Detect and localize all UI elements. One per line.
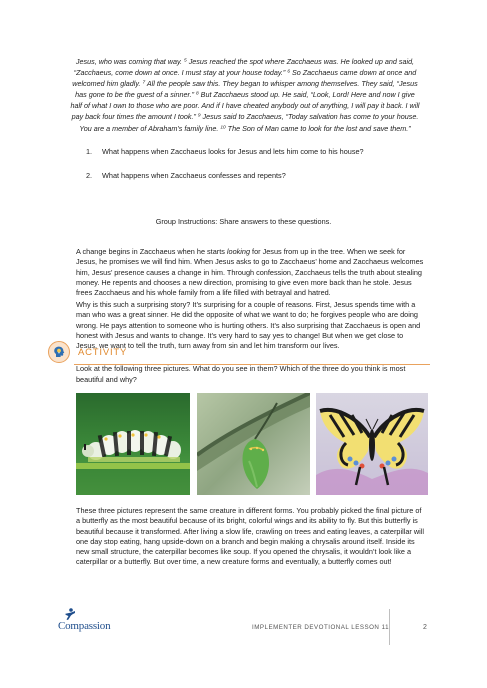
surprising-story-paragraph: Why is this such a surprising story? It’s surprising for a couple of reasons. First, Jesus spends time with a man who was a great sinner. He did the opposite of what we want to do; he forgives people who are doing wrong. He pays attention to someone who is hurting others. It’s also surprising that Zacchaeus is open and honest with Jesus and wants to change. It’s very hard to say yes to change! But when we get close to Jesus, we want to tell the truth, turn away from sin and let him transform our lives. (76, 300, 421, 351)
lesson-label: IMPLEMENTER DEVOTIONAL LESSON 11 (252, 624, 390, 631)
question-number: 2. (86, 171, 93, 180)
verse-number: 8 (195, 91, 199, 97)
butterfly-image (316, 393, 428, 495)
group-instructions: Group Instructions: Share answers to these questions. (155, 217, 332, 226)
scripture-text: The Son of Man came to look for the lost and save them.” (225, 123, 411, 133)
lightbulb-head-icon (48, 341, 70, 363)
logo-text: Compassion (58, 620, 111, 632)
caterpillar-image (76, 393, 190, 495)
scripture-text: Jesus said to Zacchaeus, “Today salvation has come to your house. You are a member of Abraham’s family line. (79, 112, 419, 133)
page-number: 2 (423, 624, 427, 631)
activity-title: ACTIVITY (78, 347, 128, 358)
scripture-passage (70, 56, 420, 134)
verse-number: 5 (184, 58, 187, 64)
verse-number: 10 (220, 125, 226, 131)
change-paragraph (76, 247, 426, 298)
paragraph-text: for Jesus from up in the tree. When we seek for Jesus, he promises we will find him. When Jesus asks to go to Zacchaeus’ home and Zacchaeus welcomes him, Jesus’ presence causes a change in him. Through confession, Zacchaeus tells the truth about stealing money. He repents and chooses a new direction, promising to give even more back than he stole. Jesus frees Zacchaeus and his whole family from a life filled with betrayal and hatred. (76, 247, 424, 298)
transformation-paragraph: These three pictures represent the same creature in different forms. You probably picked the final picture of a butterfly as the most beautiful because of its bright, colorful wings and its ability to fly. But this butterfly is beautiful because it transformed. After living a slow life, crawling on trees and eating leaves, a caterpillar will one day stop eating, hang upside-down on a branch and begin making a chrysalis around itself. Inside its new small structure, the caterpillar becomes like soup. If you opened the chrysalis, it wouldn’t look like a caterpillar or a butterfly. But over time, a new creature forms and eventually, a butterfly comes out! (76, 506, 424, 567)
verse-number: 7 (142, 80, 146, 86)
compassion-logo (58, 608, 124, 634)
question-text: What happens when Zacchaeus looks for Jesus and lets him come to his house? (102, 147, 364, 156)
question-item (86, 147, 426, 157)
verse-number: 6 (287, 69, 290, 75)
activity-instructions: Look at the following three pictures. What do you see in them? Which of the three do you think is most beautiful and why? (76, 364, 406, 384)
footer-divider (389, 609, 390, 645)
paragraph-text: A change begins in Zacchaeus when he starts (76, 247, 227, 256)
verse-number: 9 (197, 113, 201, 119)
scripture-text: Jesus, who was coming that way. (75, 57, 185, 66)
scripture-text: All the people saw this. They began to whisper among themselves. They said, “Jesus has gone to be the guest of a sinner.” (75, 79, 418, 100)
scripture-text: Jesus reached the spot where Zacchaeus was. He looked up and said, “Zacchaeus, come down at once. I must stay at your house today.” (73, 57, 415, 78)
chrysalis-image (197, 393, 310, 495)
question-number: 1. (86, 147, 93, 156)
emphasis-text: looking (226, 247, 251, 256)
scripture-text: So Zacchaeus came down at once and welcomed him gladly. (72, 68, 417, 89)
scripture-text: But Zacchaeus stood up. He said, “Look, Lord! Here and now I give half of what I own to those who are poor. And if I have cheated anybody out of anything, I will pay it back. I will pay back four times the amount I took.” (70, 90, 420, 122)
question-item (86, 171, 426, 181)
discussion-questions (86, 147, 426, 195)
question-text: What happens when Zacchaeus confesses and repents? (102, 171, 286, 180)
